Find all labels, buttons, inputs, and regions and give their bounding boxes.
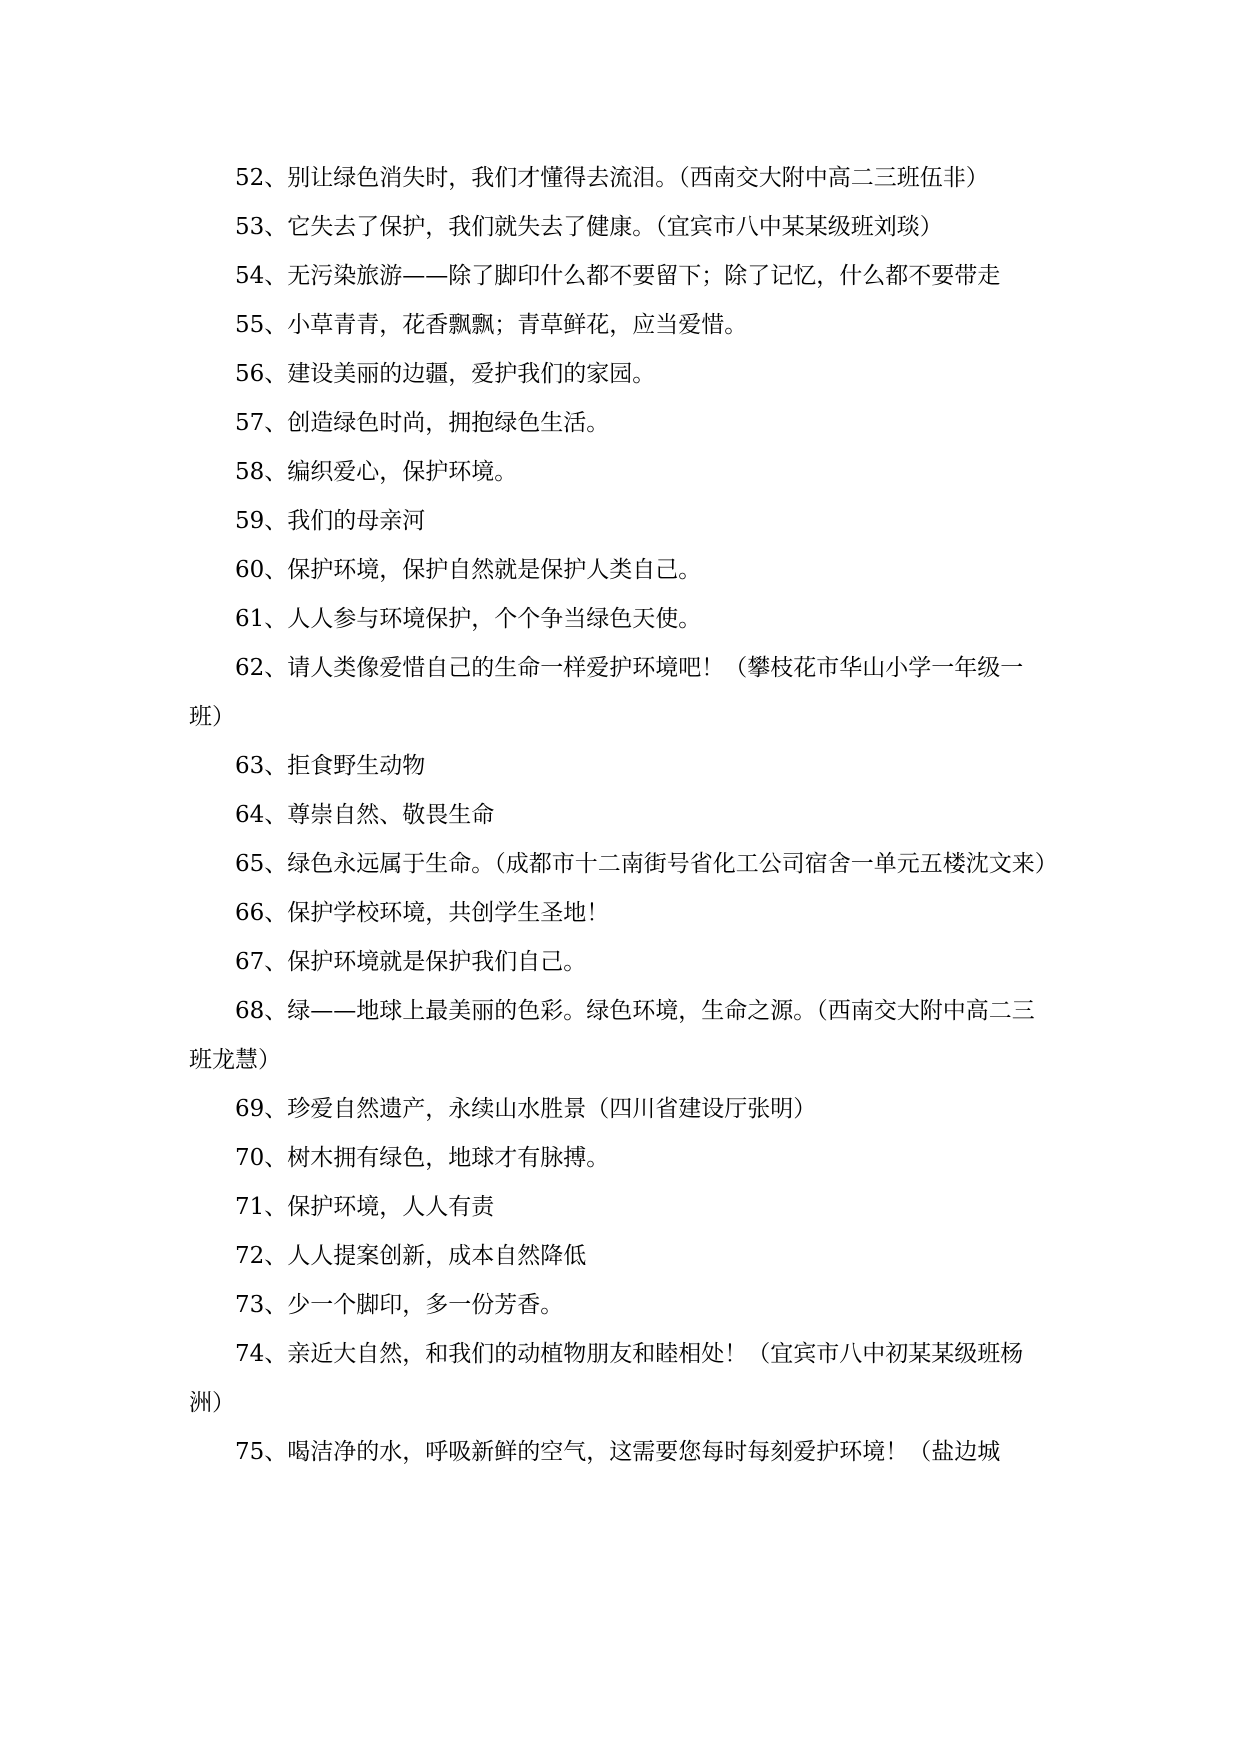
list-item: 70、树木拥有绿色，地球才有脉搏。 — [235, 1145, 610, 1171]
list-item: 74、亲近大自然，和我们的动植物朋友和睦相处！（宜宾市八中初某某级班杨洲） — [189, 1341, 1024, 1416]
list-item: 55、小草青青，花香飘飘；青草鲜花，应当爱惜。 — [235, 312, 748, 338]
slogan-list — [189, 154, 1058, 1477]
list-item: 75、喝洁净的水，呼吸新鲜的空气，这需要您每时每刻爱护环境！（盐边城 — [235, 1439, 1001, 1465]
list-item: 61、人人参与环境保护，个个争当绿色天使。 — [235, 606, 702, 632]
list-item: 73、少一个脚印，多一份芳香。 — [235, 1292, 564, 1318]
list-item: 59、我们的母亲河 — [235, 508, 426, 534]
list-item: 52、别让绿色消失时，我们才懂得去流泪。（西南交大附中高二三班伍非） — [235, 165, 989, 191]
list-item: 63、拒食野生动物 — [235, 753, 426, 779]
list-item: 57、创造绿色时尚，拥抱绿色生活。 — [235, 410, 610, 436]
list-item: 64、尊崇自然、敬畏生命 — [235, 802, 495, 828]
list-item: 54、无污染旅游——除了脚印什么都不要留下；除了记忆，什么都不要带走 — [235, 263, 1001, 289]
list-item: 69、珍爱自然遗产，永续山水胜景（四川省建设厅张明） — [235, 1096, 817, 1122]
list-item: 71、保护环境，人人有责 — [235, 1194, 495, 1220]
list-item: 58、编织爱心，保护环境。 — [235, 459, 518, 485]
list-item: 60、保护环境，保护自然就是保护人类自己。 — [235, 557, 702, 583]
list-item: 65、绿色永远属于生命。（成都市十二南街号省化工公司宿舍一单元五楼沈文来） — [235, 851, 1058, 877]
list-item: 66、保护学校环境，共创学生圣地！ — [235, 900, 610, 926]
list-item: 62、请人类像爱惜自己的生命一样爱护环境吧！（攀枝花市华山小学一年级一班） — [189, 655, 1024, 730]
list-item: 56、建设美丽的边疆，爱护我们的家园。 — [235, 361, 656, 387]
list-item: 53、它失去了保护，我们就失去了健康。（宜宾市八中某某级班刘琰） — [235, 214, 943, 240]
list-item: 72、人人提案创新，成本自然降低 — [235, 1243, 587, 1269]
list-item: 68、绿——地球上最美丽的色彩。绿色环境，生命之源。（西南交大附中高二三班龙慧） — [189, 998, 1035, 1073]
list-item: 67、保护环境就是保护我们自己。 — [235, 949, 587, 975]
